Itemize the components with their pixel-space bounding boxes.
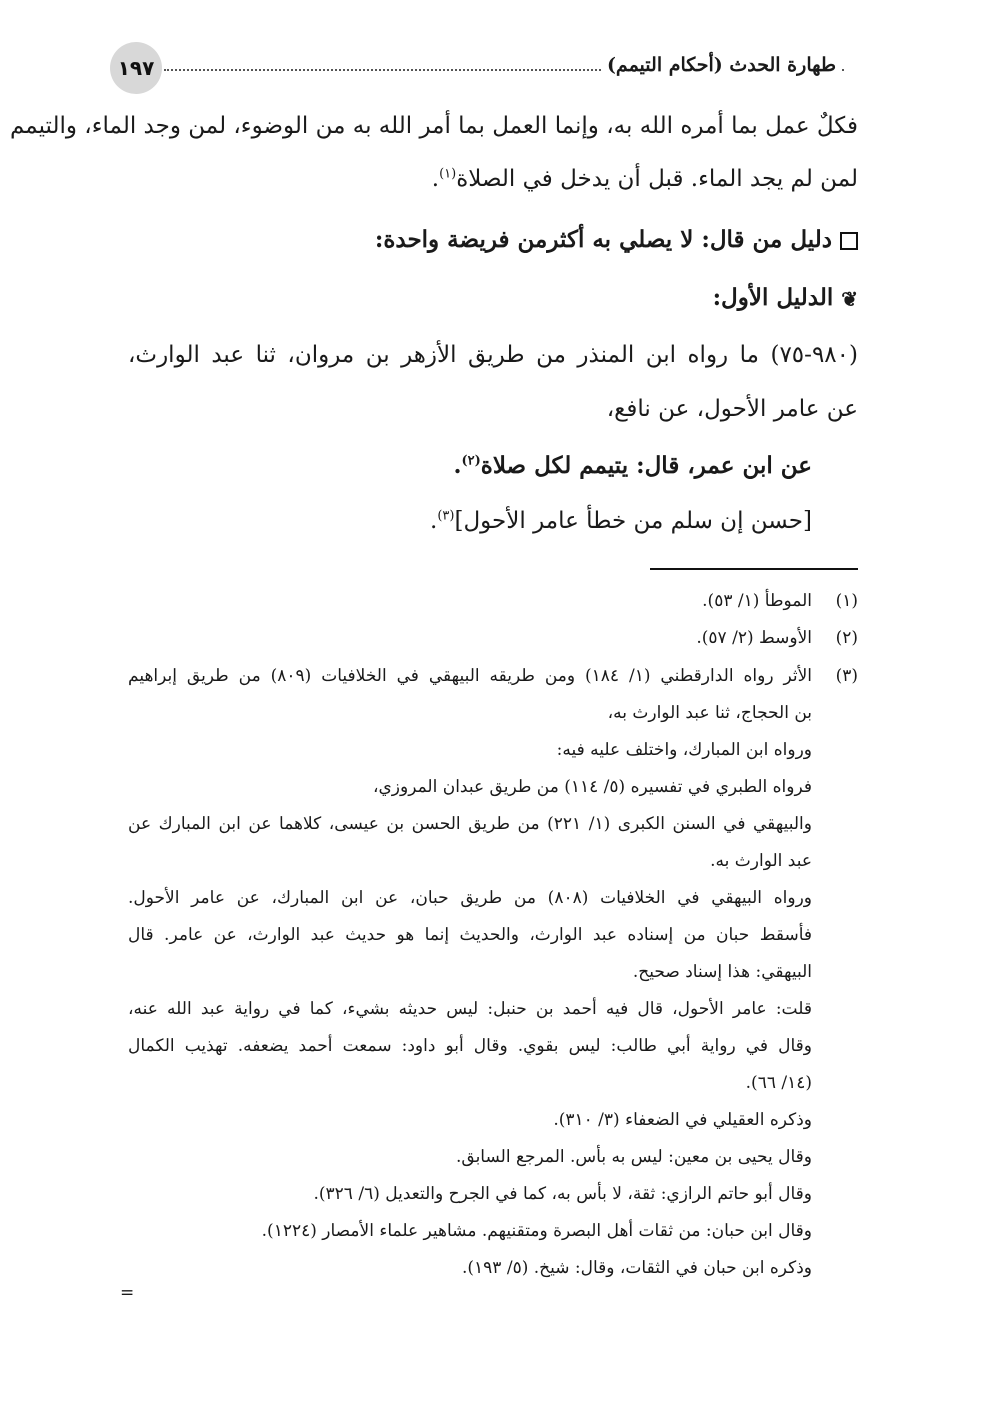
text-span: .: [431, 166, 440, 192]
footnote-line: فرواه الطبري في تفسيره (٥/ ١١٤) من طريق عبدان المروزي،: [373, 777, 812, 797]
footnotes: [10, 0, 858, 1417]
footnote-line: (١٤/ ٦٦).: [745, 1073, 812, 1093]
heading-text: الدليل الأول:: [712, 284, 834, 311]
footnote-line: وقال في رواية أبي طالب: ليس بقوي. وقال أبو داود: سمعت أحمد يضعفه. تهذيب الكمال: [128, 1036, 812, 1056]
footnote-ref: (٣): [437, 508, 455, 524]
text-span: .: [453, 452, 462, 479]
footnote-number: (٣): [835, 666, 858, 686]
footnote-line: الأثر رواه الدارقطني (١/ ١٨٤) ومن طريقه البيهقي في الخلافيات (٨٠٩) من طريق إبراهيم: [128, 666, 813, 686]
text-span: لمن لم يجد الماء. قبل أن يدخل في الصلاة: [456, 166, 858, 192]
footnote-line: فأسقط حبان من إسناده عبد الوارث، والحديث إنما هو حديث عبد الوارث، عن عامر. قال: [128, 925, 812, 945]
footnote-line: بن الحجاج، ثنا عبد الوارث به،: [607, 703, 812, 723]
footnote-line: البيهقي: هذا إسناد صحيح.: [632, 962, 812, 982]
footnote-number: (٢): [835, 628, 858, 648]
footnote-line: وقال أبو حاتم الرازي: ثقة، لا بأس به، كما في الجرح والتعديل (٦/ ٣٢٦).: [313, 1184, 812, 1204]
text-span: .: [430, 508, 438, 534]
footnote-ref: (٢): [461, 453, 481, 469]
footnote-line: قلت: عامر الأحول، قال فيه أحمد بن حنبل: ليس حديثه بشيء، كما في رواية عبد الله عنه،: [128, 999, 812, 1019]
footnote-text: الأوسط (٢/ ٥٧).: [696, 628, 812, 648]
footnote-text: الموطأ (١/ ٥٣).: [702, 591, 812, 611]
continuation-mark: =: [120, 1283, 135, 1303]
text-line: عن عامر الأحول، عن نافع،: [606, 396, 858, 422]
page-number: ١٩٧: [117, 56, 155, 80]
text-span: [حسن إن سلم من خطأ عامر الأحول]: [454, 508, 812, 534]
footnote-line: ورواه ابن المبارك، واختلف عليه فيه:: [556, 740, 812, 760]
heading-text: دليل من قال: لا يصلي به أكثرمن فريضة واحدة:: [374, 226, 832, 253]
text-span: عن ابن عمر، قال: يتيمم لكل صلاة: [480, 452, 812, 479]
footnote-line: وقال ابن حبان: من ثقات أهل البصرة ومتقنيهم. مشاهير علماء الأمصار (١٢٢٤).: [261, 1221, 812, 1241]
leaf-ornament-icon: ❦: [841, 287, 858, 311]
footnote-line: وذكره ابن حبان في الثقات، وقال: شيخ. (٥/ ١٩٣).: [462, 1258, 812, 1278]
footnote-line: وذكره العقيلي في الضعفاء (٣/ ٣١٠).: [553, 1110, 812, 1130]
footnote-line: وقال يحيى بن معين: ليس به بأس. المرجع السابق.: [455, 1147, 812, 1167]
footnote-ref: (١): [439, 166, 457, 182]
footnote-number: (١): [835, 591, 858, 611]
text-line: فكلٌ عمل بما أمره الله به، وإنما العمل بما أمر الله به من الوضوء، لمن وجد الماء، والتيمم: [10, 113, 858, 139]
footnote-line: والبيهقي في السنن الكبرى (١/ ٢٢١) من طريق الحسن بن عيسى، كلاهما عن ابن المبارك عن: [128, 814, 812, 834]
running-title: طهارة الحدث (أحكام التيمم): [606, 54, 836, 76]
text-line: (٩٨٠-٧٥) ما رواه ابن المنذر من طريق الأزهر بن مروان، ثنا عبد الوارث،: [128, 342, 858, 368]
footnote-line: ورواه البيهقي في الخلافيات (٨٠٨) من طريق حبان، عن ابن المبارك، عن عامر الأحول.: [128, 888, 812, 908]
footnote-line: عبد الوارث به.: [710, 851, 812, 871]
